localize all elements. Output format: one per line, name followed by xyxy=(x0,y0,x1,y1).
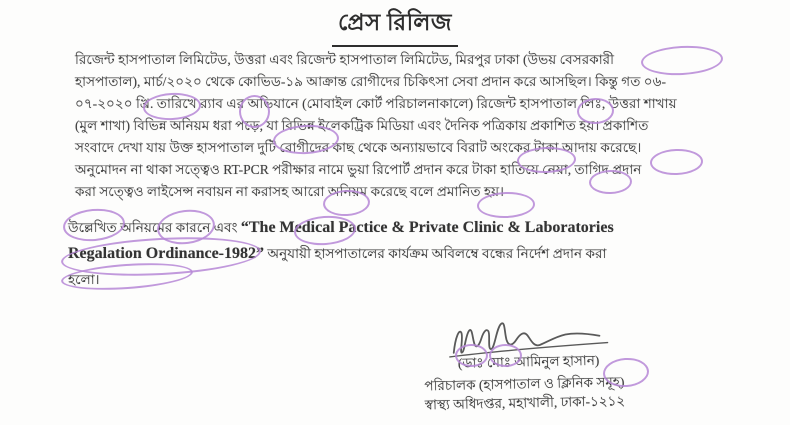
ordinance-line xyxy=(68,241,728,267)
body-line: সংবাদে দেখা যায় উক্ত হাসপাতাল দুটি রোগীদের কাছ থেকে অন্যায়ভাবে বিরাট অংকের টাকা আদায় করেছে। xyxy=(75,140,642,155)
body-line: করা সত্ত্বেও লাইসেন্স নবায়ন না করাসহ আরো অনিয়ম করেছে বলে প্রমানিত হয়। xyxy=(75,184,504,199)
ordinance-line: হলো। xyxy=(68,272,100,287)
signatory-designation: পরিচালক (হাসপাতাল ও ক্লিনিক সমূহ) xyxy=(424,374,625,394)
document-title-row xyxy=(0,4,790,47)
signatory-address: স্বাস্থ্য অধিদপ্তর, মহাখালী, ঢাকা-১২১২ xyxy=(424,393,626,413)
ordinance-line2-bengali: অনুযায়ী হাসপাতালের কার্যক্রম অবিলম্বে বন্ধের নির্দেশ প্রদান করা xyxy=(264,246,607,261)
body-line: হাসপাতাল), মার্চ/২০২০ থেকে কোভিড-১৯ আক্রান্ত রোগীদের চিকিৎসা সেবা প্রদান করে আসছিল। কিন্তু গত ০৬- xyxy=(75,74,667,89)
body-line: অনুমোদন না থাকা সত্ত্বেও RT-PCR পরীক্ষার নামে ভুয়া রিপোর্ট প্রদান করে টাকা হাতিয়ে নেয়া, তাগিদ প্রদান xyxy=(75,162,642,177)
signature-block xyxy=(423,313,755,415)
ordinance-line xyxy=(68,215,728,241)
body-line: রিজেন্ট হাসপাতাল লিমিটেড, উত্তরা এবং রিজেন্ট হাসপাতাল লিমিটেড, মিরপুর ঢাকা (উভয় বেসরকারী xyxy=(75,52,615,67)
ordinance-line1-bengali: উল্লেখিত অনিয়মের কারনে এবং xyxy=(68,220,241,235)
ordinance-paragraph xyxy=(68,215,728,293)
body-line: ০৭-২০২০ খ্রি. তারিখে র‍্যাব এর অভিযানে (মোবাইল কোর্ট পরিচালনাকালে) রিজেন্ট হাসপাতাল লিঃ, উত্তরা শাখায় xyxy=(75,96,677,111)
ordinance-line2-english: Regalation Ordinance-1982” xyxy=(68,245,264,262)
ordinance-line1-english: “The Medical Pactice & Private Clinic & Laboratories xyxy=(240,219,614,236)
signatory-name: (ডাঃ মোঃ আমিনুল হাসান) xyxy=(457,352,600,371)
page-title: প্রেস রিলিজ xyxy=(332,4,458,47)
body-line: (মুল শাখা) বিভিন্ন অনিয়ম ধরা পড়ে, যা বিভিন্ন ইলেকট্রিক মিডিয়া এবং দৈনিক পত্রিকায় প্রকাশিত হয়। প্রকাশিত xyxy=(75,118,649,133)
body-paragraph xyxy=(75,49,721,203)
